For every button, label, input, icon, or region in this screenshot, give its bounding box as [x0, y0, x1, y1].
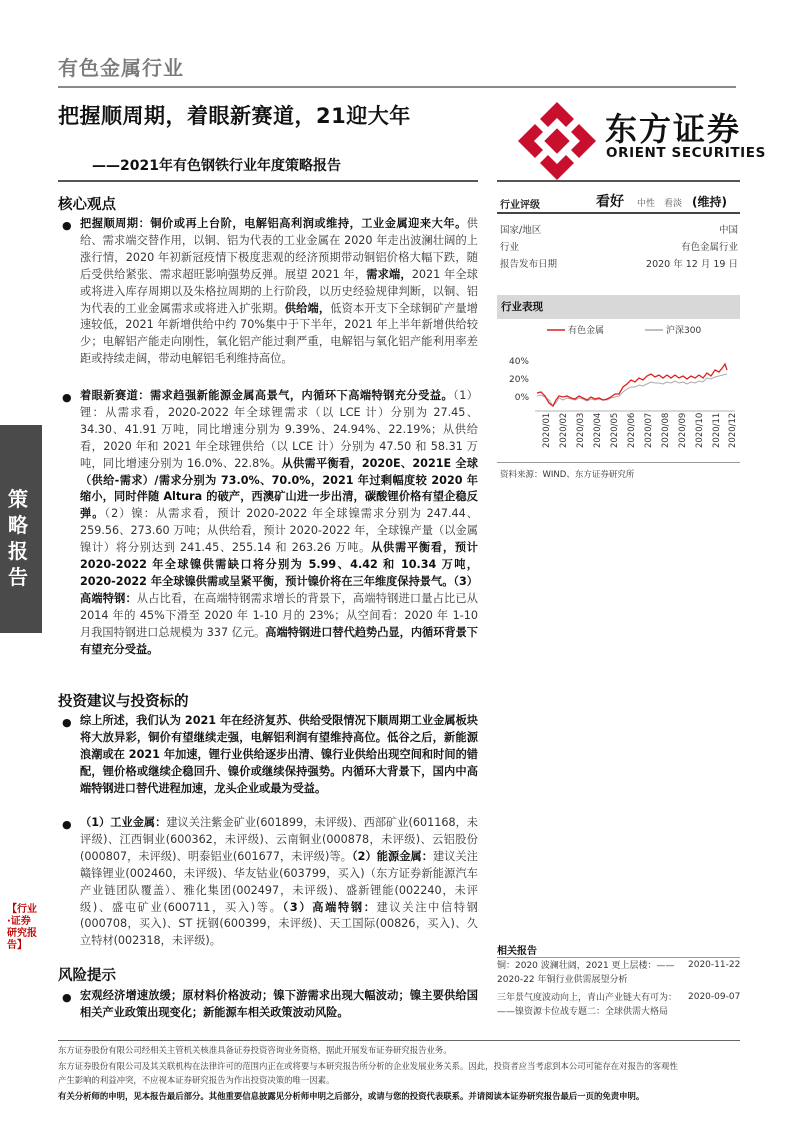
- related-report-link[interactable]: 三年景气度波动向上，青山产业链大有可为：——镍资源卡位战专题二：全球供需大格局: [497, 993, 678, 1017]
- bullet-icon: ●: [62, 391, 72, 404]
- series-line-hs300: [537, 374, 727, 406]
- rating-value: 看好: [596, 194, 624, 210]
- invest-p2-b1: （1）工业金属：: [80, 816, 167, 829]
- x-tick-label: 2020/08: [661, 412, 671, 448]
- core-p1-text: 供给、需求端交替作用，以铜、铝为代表的工业金属在 2020 年走出波澜壮阔的上涨行情，2020 年初新冠疫情下极度悲观的经济预期带动铜铝价格大幅下跌，随后受供给紧张、需求超旺影响强势反弹。展望 2021 年，: [80, 217, 478, 281]
- info-value-date: 2020 年 12 月 19 日: [646, 259, 738, 270]
- report-subtitle: ——2021年有色钢铁行业年度策略报告: [92, 158, 341, 174]
- chart-source-rule: [497, 462, 740, 463]
- core-p2-bold4: 高端特钢进口替代趋势凸显，内循环背景下有望充分受益。: [80, 625, 478, 656]
- invest-p2-t3: 建议关注中信特钢(000708，买入)、ST 抚钢(600399，未评级)、天工国际(00826，买入)、久立特材(002318，未评级)。: [80, 900, 478, 948]
- risk-text: 宏观经济增速放缓；原材料价格波动；镍下游需求出现大幅波动；镍主要供给国相关产业政策出现变化；新能源车相关政策波动风险。: [80, 989, 478, 1019]
- report-title: 把握顺周期，着眼新赛道，21迎大年: [58, 104, 411, 128]
- footer-rule: [58, 1040, 740, 1041]
- core-p2-bold3: 从供需平衡看，预计 2020-2022 年全球镍供需缺口将分别为 5.99、4.42 和 10.34 万吨，2020-2022 年全球镍供需或呈紧平衡，预计镍价将在三年维度保持景气。（3）高端特钢：: [80, 541, 478, 605]
- side-tab-label: 策略报告: [8, 487, 28, 589]
- x-tick-label: 2020/01: [542, 412, 552, 448]
- performance-title: 行业表现: [501, 301, 543, 313]
- rating-status: (维持): [692, 195, 727, 209]
- core-p2-text3: 从占比看，在高端特钢需求增长的背景下，高端特钢进口量占比已从 2014 年的 45%下滑至 2020 年 1-10 月的 23%；从空间看：2020 年 1-10 月我国特钢进口总规模为 337 亿元。: [80, 591, 478, 639]
- core-p1-demand: 需求端，: [366, 267, 412, 281]
- performance-chart: [497, 320, 740, 462]
- series-line-nonferrous: [537, 364, 727, 406]
- info-value-country: 中国: [718, 225, 738, 236]
- core-paragraph-1: [80, 216, 478, 368]
- related-report-date: 2020-11-22: [688, 960, 741, 970]
- invest-paragraph-2: [80, 815, 478, 950]
- section-core-title: 核心观点: [58, 197, 116, 213]
- industry-label: 有色金属行业: [58, 56, 184, 80]
- related-report-link[interactable]: 铜：2020 波澜壮阔，2021 更上层楼：——2020-22 年铜行业供需展望分析: [497, 961, 675, 985]
- invest-p1-bold: 综上所述，我们认为 2021 年在经济复苏、供给受限情况下顺周期工业金属板块将大放异彩，铜价有望继续走强，电解铝利润有望维持高位。低谷之后，新能源浪潮或在 2021 年加速，锂行业供给逐步出清、镍行业供给出现空间和时间的错配，锂价格或继续企稳回升、镍价或继续保持强势。内循环大背景下，国内中高端特钢进口替代进程加速，龙头企业或最为受益。: [80, 714, 478, 795]
- y-tick-label: 40%: [508, 357, 529, 367]
- footer-line-1: 东方证券股份有限公司经相关主管机关核准具备证券投资咨询业务资格，据此开展发布证券研究报告业务。: [58, 1045, 452, 1055]
- x-tick-label: 2020/12: [728, 412, 738, 448]
- footer-line-3: 产生影响的利益冲突，不应视本证券研究报告为作出投资决策的唯一因素。: [58, 1075, 335, 1085]
- x-tick-label: 2020/05: [610, 412, 620, 448]
- x-tick-label: 2020/06: [627, 412, 637, 448]
- x-tick-label: 2020/11: [712, 412, 722, 448]
- related-report-date: 2020-09-07: [688, 992, 741, 1002]
- info-label-date: 报告发布日期: [500, 259, 558, 270]
- risk-paragraph: [80, 988, 478, 1022]
- invest-p2-t1: 建议关注紫金矿业(601899，未评级)、西部矿业(601168，未评级)、江西铜业(600362，未评级)、云南铜业(000878，未评级)、云铝股份(000807，未评级)、明泰铝业(601677，未评级)等。: [80, 816, 478, 863]
- footer-line-2: 东方证券股份有限公司及其关联机构在法律许可的范围内正在或将要与本研究报告所分析的企业发展业务关系。因此，投资者应当考虑到本公司可能存在对报告的客观性: [58, 1061, 678, 1071]
- core-p2-text: （1）锂：从需求看，2020-2022 年全球锂需求（以 LCE 计）分别为 27.45、34.30、41.91 万吨，同比增速分别为 9.39%、24.94%、22.19%；从供给看，2020 年和 2021 年全球锂供给（以 LCE 计）分别为 47.50 和 58.31 万吨，同比增速分别为 16.0%、22.8%。: [80, 389, 478, 470]
- invest-p2-b3: （3）高端特钢：: [282, 900, 377, 914]
- section-invest-title: 投资建议与投资标的: [58, 694, 189, 710]
- legend-label-nonferrous: 有色金属: [568, 326, 605, 336]
- x-tick-label: 2020/03: [576, 412, 586, 448]
- x-tick-label: 2020/10: [695, 412, 705, 448]
- y-tick-label: 0%: [514, 393, 529, 403]
- brand-name-cn: 东方证券: [605, 110, 742, 148]
- x-tick-label: 2020/07: [644, 412, 654, 448]
- core-p2-bold2: 从供需平衡看，2020E、2021E 全球（供给-需求）/需求分别为 73.0%、70.0%，2021 年过剩幅度较 2020 年缩小，同时伴随 Altura 的破产，西澳矿山进一步出清，碳酸锂价格有望企稳反弹。: [80, 456, 478, 521]
- rating-label: 行业评级: [500, 200, 540, 211]
- x-tick-label: 2020/04: [593, 412, 603, 448]
- bullet-icon: ●: [62, 716, 72, 729]
- core-p1-text3: 低资本开支下全球铜矿产量增速较低，2021 年新增供给中约 70%集中于下半年，2021 年上半年新增供给较少；电解铝产能走向刚性，氧化铝产能过剩严重，电解铝与氧化铝产能利用率差距或持续走阔，带动电解铝毛利维持高位。: [80, 301, 478, 366]
- footer-line-4: 有关分析师的申明，见本报告最后部分。其他重要信息披露见分析师申明之后部分，或请与您的投资代表联系。并请阅读本证券研究报告最后一页的免责申明。: [58, 1091, 645, 1101]
- core-p1-bold: 把握顺周期：铜价或再上台阶，电解铝高利润或维持，工业金属迎来大年。: [80, 217, 467, 230]
- core-paragraph-2: [80, 388, 478, 659]
- x-tick-label: 2020/09: [678, 412, 688, 448]
- core-p1-text2: 2021 年全球或将进入库存周期以及朱格拉周期的上行阶段，以历史经验规律判断，以铜、铝为代表的工业金属需求或将进入扩张期。: [80, 267, 478, 315]
- bullet-icon: ●: [62, 991, 72, 1004]
- rating-other-neutral: 中性: [637, 199, 656, 209]
- chart-source: 资料来源：WIND、东方证券研究所: [500, 470, 635, 480]
- related-rule: [497, 957, 740, 958]
- invest-p2-b2: （2）能源金属：: [351, 849, 434, 863]
- rating-other-negative: 看淡: [664, 199, 683, 209]
- bullet-icon: ●: [62, 219, 72, 232]
- bullet-icon: ●: [62, 818, 72, 831]
- section-risk-title: 风险提示: [58, 968, 116, 984]
- side-bottom-label: 【行业·证券研究报告】: [7, 904, 37, 951]
- left-header-rule: [58, 180, 478, 182]
- x-tick-label: 2020/02: [559, 412, 569, 448]
- core-p1-supply: 供给端，: [284, 301, 331, 315]
- brand-name-en: ORIENT SECURITIES: [606, 145, 766, 161]
- y-tick-label: 20%: [508, 375, 529, 385]
- related-title: 相关报告: [497, 946, 537, 957]
- invest-paragraph-1: [80, 713, 478, 798]
- info-label-country: 国家/地区: [500, 225, 542, 236]
- info-value-industry: 有色金属行业: [680, 242, 738, 253]
- invest-p2-t2: 建议关注赣锋锂业(002460，未评级)、华友钴业(603799，买入)（东方证券新能源汽车产业链团队覆盖）、雅化集团(002497，未评级)、盛新锂能(002240，未评级)、盛屯矿业(600711，买入)等。: [80, 849, 478, 914]
- rating-rule: [497, 212, 740, 214]
- brand-logo-icon: [514, 98, 600, 184]
- core-p2-bold: 着眼新赛道：需求趋强新能源金属高景气，内循环下高端特钢充分受益。: [80, 389, 454, 402]
- info-label-industry: 行业: [500, 242, 520, 253]
- x-axis-tick-labels: [542, 413, 738, 448]
- header-divider: [58, 86, 736, 88]
- core-p2-text2: （2）镍：从需求看，预计 2020-2022 年全球镍需求分别为 247.44、259.56、273.60 万吨；从供给看，预计 2020-2022 年，全球镍产量（以金属镍计）将分别达到 241.45、255.14 和 263.26 万吨。: [80, 507, 478, 555]
- legend-label-hs300: 沪深300: [666, 326, 702, 336]
